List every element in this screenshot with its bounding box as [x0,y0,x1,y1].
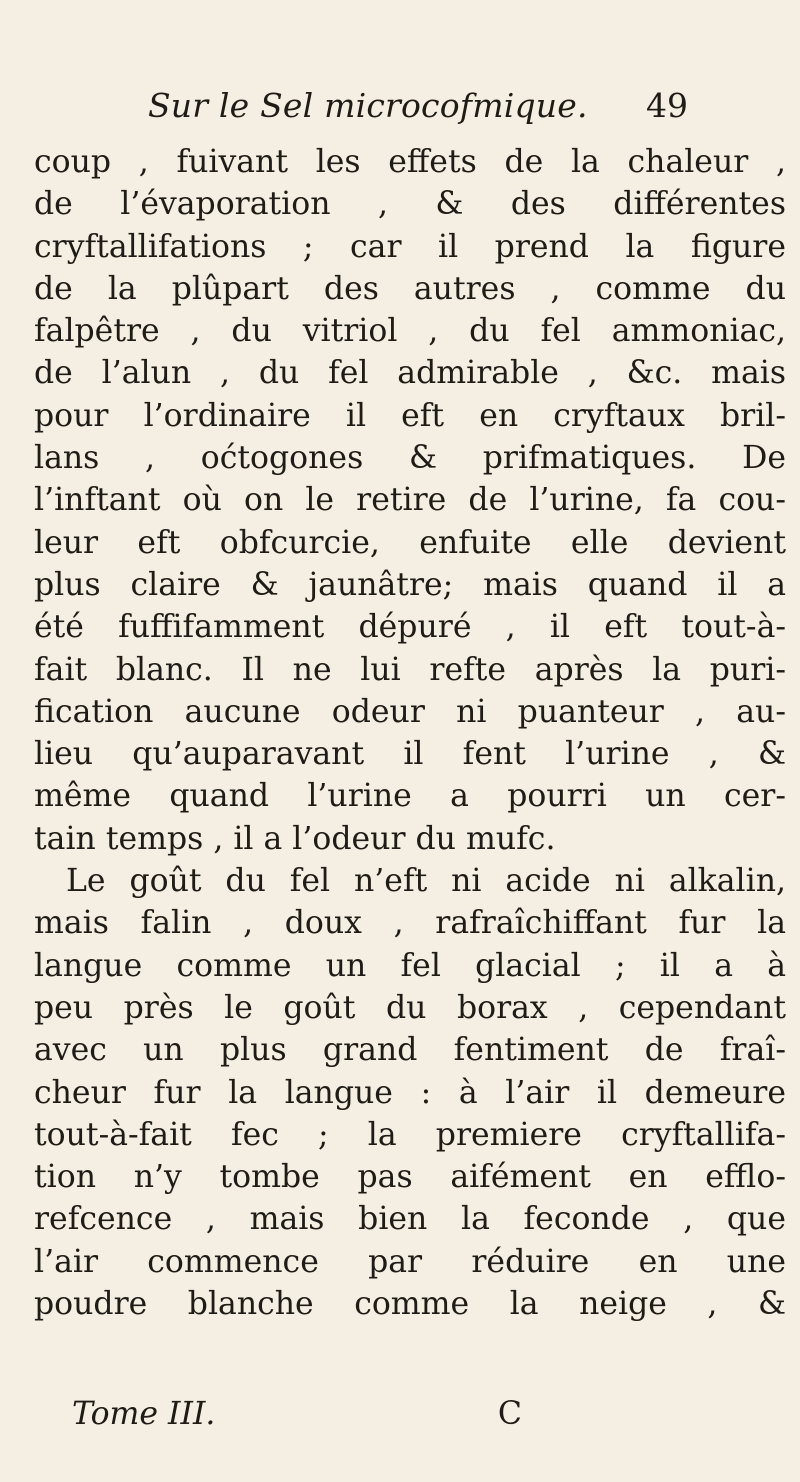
text-line: avec un plus grand fentiment de fraî- [34,1032,786,1069]
text-line: coup , fuivant les effets de la chaleur , [34,144,786,180]
text-line: refcence , mais bien la feconde , que [34,1201,786,1238]
text-line: fication aucune odeur ni puanteur , au- [34,693,786,730]
text-line: falpêtre , du vitriol , du fel ammoniac, [34,313,786,350]
text-line: pour l’ordinaire il eft en cryftaux bril- [34,397,786,434]
text-line: plus claire & jaunâtre; mais quand il a [34,566,786,603]
volume-label: Tome III. [72,1396,216,1432]
text-line: été fuffifamment dépuré , il eft tout-à- [34,609,786,646]
text-line: tain temps , il a l’odeur du mufc. [34,820,556,857]
signature-mark: C [497,1396,522,1432]
text-line: lans , oćtogones & prifmatiques. De [34,440,786,477]
text-line: cryftallifations ; car il prend la figure [34,228,786,265]
page-footer [72,1396,532,1440]
body-text [34,141,786,1325]
text-line: mais falin , doux , rafraîchiffant fur la [34,905,786,942]
text-line: même quand l’urine a pourri un cer- [34,778,786,815]
text-line: de l’évaporation , & des différentes [34,186,786,223]
text-line: langue comme un fel glacial ; il a à [34,947,786,984]
text-line: l’air commence par réduire en une [34,1243,786,1280]
text-line: poudre blanche comme la neige , & [34,1286,786,1323]
text-line: cheur fur la langue : à l’air il demeure [34,1074,786,1111]
paragraph-start-line: Le goût du fel n’eft ni acide ni alkalin, [66,863,786,900]
text-line: tout-à-fait fec ; la premiere cryftallifa- [34,1116,786,1153]
text-line: fait blanc. Il ne lui refte après la puri- [34,651,786,688]
text-line: lieu qu’auparavant il fent l’urine , & [34,736,786,773]
text-line: de la plûpart des autres , comme du [34,270,786,307]
page-header [148,86,688,138]
running-title: Sur le Sel microcofmique. [148,86,588,125]
text-line: de l’alun , du fel admirable , &c. mais [34,355,786,392]
text-line: tion n’y tombe pas aifément en efflo- [34,1159,786,1196]
text-line: l’inftant où on le retire de l’urine, fa cou- [34,482,786,519]
text-line: peu près le goût du borax , cependant [34,989,786,1026]
text-line: leur eft obfcurcie, enfuite elle devient [34,524,786,561]
page-number: 49 [646,86,688,125]
